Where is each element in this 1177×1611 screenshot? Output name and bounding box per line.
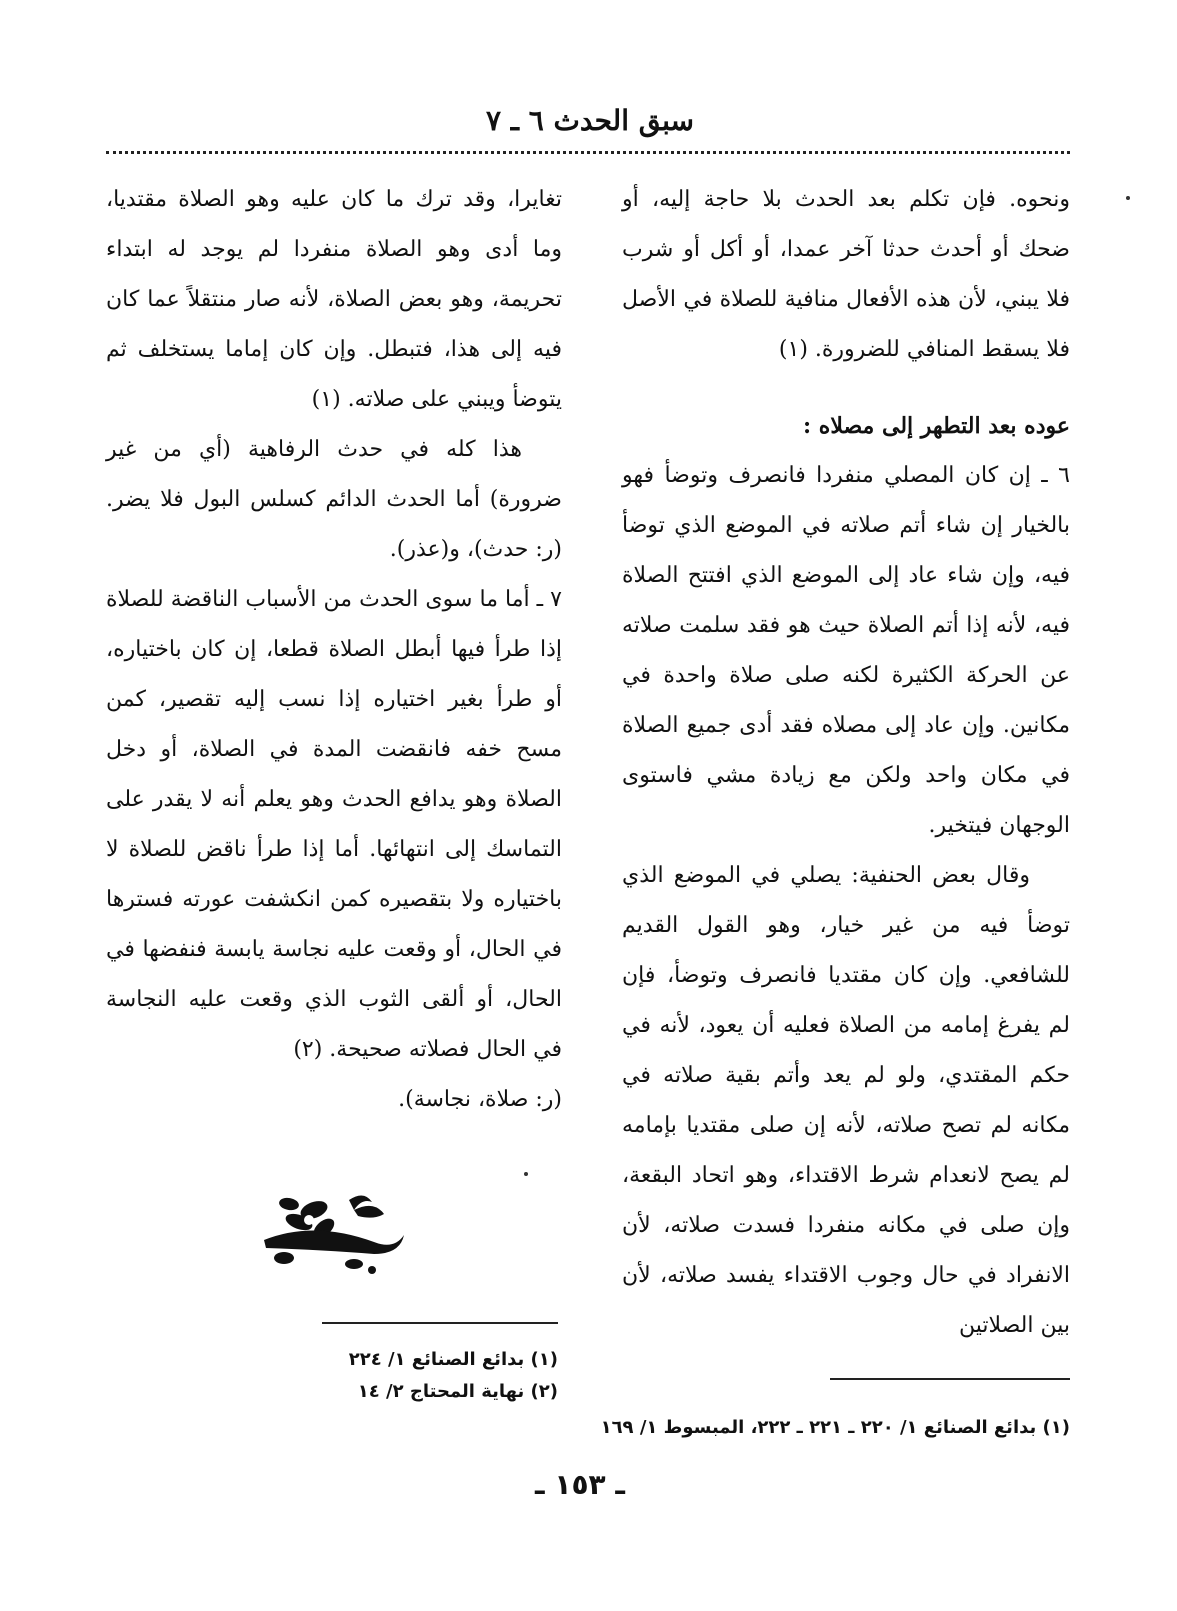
footnote-left-1: (١) بدائع الصنائع ١/ ٢٢٤ (348, 1349, 558, 1370)
footnote-right-1: (١) بدائع الصنائع ١/ ٢٢٠ ـ ٢٢١ ـ ٢٢٢، المبسوط ١/ ١٦٩ (600, 1417, 1070, 1438)
footnote-rule-right (830, 1378, 1070, 1380)
left-para-1: تغايرا، وقد ترك ما كان عليه وهو الصلاة مقتديا، وما أدى وهو الصلاة منفردا لم يوجد له ابتداء تحريمة، وهو بعض الصلاة، لأنه صار منتقلاً عما كان فيه إلى هذا، فتبطل. وإن كان إماما يستخلف ثم يتوضأ ويبني على صلاته. (١) (106, 187, 562, 412)
header-dotted-rule (106, 151, 1070, 154)
stray-mark (1126, 196, 1130, 200)
right-para-1: ونحوه. فإن تكلم بعد الحدث بلا حاجة إليه، أو ضحك أو أحدث حدثا آخر عمدا، أو أكل أو شرب فلا يبني، لأن هذه الأفعال منافية للصلاة في الأصل فلا يسقط المنافي للضرورة. (١) (622, 187, 1070, 362)
left-para-4: (ر: صلاة، نجاسة). (398, 1087, 562, 1112)
right-para-3: وقال بعض الحنفية: يصلي في الموضع الذي توضأ فيه من غير خيار، وهو القول القديم للشافعي. وإن كان مقتديا فانصرف وتوضأ، فإن لم يفرغ إمامه من الصلاة فعليه أن يعود، لأنه في حكم المقتدي، ولو لم يعد وأتم بقية صلاته في مكانه لم تصح صلاته، لأنه إن صلى مقتديا بإمامه لم يصح لانعدام شرط الاقتداء، وهو اتحاد البقعة، وإن صلى في مكانه منفردا فسدت صلاته، لأن الانفراد في حال وجوب الاقتداء يفسد صلاته، لأن بين الصلاتين (622, 863, 1070, 1338)
running-header: سبق الحدث ٦ ـ ٧ (486, 104, 694, 137)
page-number: ـ ١٥٣ ـ (535, 1468, 625, 1501)
right-column (622, 175, 1070, 1351)
left-column (106, 175, 562, 1125)
section-heading: عوده بعد التطهر إلى مصلاه : (803, 413, 1070, 439)
footnotes-left (300, 1344, 558, 1408)
footnotes-right (600, 1412, 1070, 1444)
left-para-3: ٧ ـ أما ما سوى الحدث من الأسباب الناقضة للصلاة إذا طرأ فيها أبطل الصلاة قطعا، إن كان باختياره، أو طرأ بغير اختياره إذا نسب إليه تقصير، كمن مسح خفه فانقضت المدة في الصلاة، أو دخل الصلاة وهو يدافع الحدث وهو يعلم أنه لا يقدر على التماسك إلى انتهائها. أما إذا طرأ ناقض للصلاة لا باختياره ولا بتقصيره كمن انكشفت عورته فسترها في الحال، أو وقعت عليه نجاسة يابسة فنفضها في الحال، أو ألقى الثوب الذي وقعت عليه النجاسة في الحال فصلاته صحيحة. (٢) (106, 587, 562, 1062)
floral-ornament-icon (254, 1180, 414, 1280)
left-para-2: هذا كله في حدث الرفاهية (أي من غير ضرورة) أما الحدث الدائم كسلس البول فلا يضر. (ر: حدث)، و(عذر). (106, 437, 562, 562)
right-para-2: ٦ ـ إن كان المصلي منفردا فانصرف وتوضأ فهو بالخيار إن شاء أتم صلاته في الموضع الذي توضأ فيه، وإن شاء عاد إلى الموضع الذي افتتح الصلاة فيه، لأنه إذا أتم الصلاة حيث هو فقد سلمت صلاته عن الحركة الكثيرة لكنه صلى صلاة واحدة في مكانين. وإن عاد إلى مصلاه فقد أدى جميع الصلاة في مكان واحد ولكن مع زيادة مشي فاستوى الوجهان فيتخير. (622, 463, 1070, 838)
stray-mark (524, 1172, 528, 1176)
footnote-rule-left (322, 1322, 558, 1324)
footnote-left-2: (٢) نهاية المحتاج ٢/ ١٤ (357, 1381, 558, 1402)
